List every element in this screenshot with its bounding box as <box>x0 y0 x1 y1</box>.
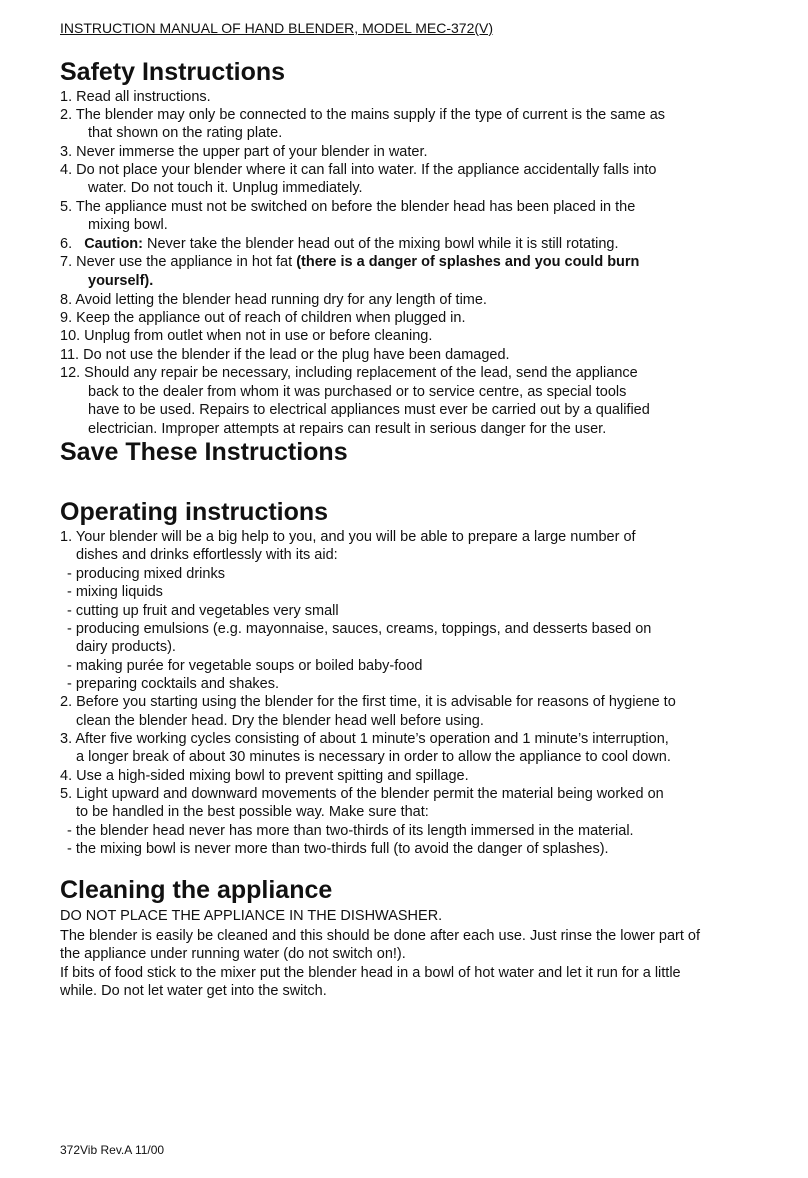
list-item-continuation: have to be used. Repairs to electrical appliances must ever be carried out by a qualified <box>88 402 650 418</box>
list-item: 1. Your blender will be a big help to you, and you will be able to prepare a large number of <box>60 529 636 545</box>
operating-heading: Operating instructions <box>60 498 329 526</box>
list-item: 2. Before you starting using the blender for the first time, it is advisable for reasons of hygiene to <box>60 694 676 710</box>
paragraph-line: while. Do not let water get into the switch. <box>60 983 327 999</box>
item-text: 7. Never use the appliance in hot fat <box>60 254 293 270</box>
list-item: 1. Read all instructions. <box>60 89 211 105</box>
list-item-continuation: water. Do not touch it. Unplug immediately. <box>88 180 363 196</box>
list-item: - making purée for vegetable soups or boiled baby-food <box>67 658 423 674</box>
document-header: INSTRUCTION MANUAL OF HAND BLENDER, MODEL MEC-372(V) <box>60 20 494 36</box>
item-number: 6. <box>60 236 73 252</box>
save-heading: Save These Instructions <box>60 438 348 466</box>
list-item: - cutting up fruit and vegetables very small <box>67 603 339 619</box>
safety-heading: Safety Instructions <box>60 58 286 86</box>
warning-text-continued: yourself). <box>88 273 154 289</box>
list-item <box>60 235 619 253</box>
paragraph-line: the appliance under running water (do not switch on!). <box>60 946 406 962</box>
list-item: 5. Light upward and downward movements of the blender permit the material being worked on <box>60 786 664 802</box>
list-item-continuation <box>88 272 153 290</box>
list-item: 12. Should any repair be necessary, including replacement of the lead, send the appliance <box>60 365 638 381</box>
list-item <box>60 253 639 271</box>
list-item: - the mixing bowl is never more than two-thirds full (to avoid the danger of splashes). <box>67 841 609 857</box>
list-item: 2. The blender may only be connected to the mains supply if the type of current is the same as <box>60 107 666 123</box>
paragraph-line: The blender is easily be cleaned and this should be done after each use. Just rinse the lower part of <box>60 928 701 944</box>
list-item: 9. Keep the appliance out of reach of children when plugged in. <box>60 310 466 326</box>
paragraph-line: If bits of food stick to the mixer put the blender head in a bowl of hot water and let it run for a little <box>60 965 681 981</box>
list-item-continuation: electrician. Improper attempts at repairs can result in serious danger for the user. <box>88 421 607 437</box>
list-item: 3. After five working cycles consisting of about 1 minute’s operation and 1 minute’s interruption, <box>60 731 669 747</box>
document-footer: 372Vib Rev.A 11/00 <box>60 1143 165 1157</box>
list-item: - the blender head never has more than two-thirds of its length immersed in the material. <box>67 823 634 839</box>
caution-text: Never take the blender head out of the mixing bowl while it is still rotating. <box>147 236 619 252</box>
paragraph-line: DO NOT PLACE THE APPLIANCE IN THE DISHWASHER. <box>60 908 443 924</box>
list-item-continuation: dairy products). <box>76 639 176 655</box>
list-item-continuation: to be handled in the best possible way. Make sure that: <box>76 804 429 820</box>
list-item: 4. Do not place your blender where it can fall into water. If the appliance accidentally falls into <box>60 162 657 178</box>
list-item: 8. Avoid letting the blender head running dry for any length of time. <box>60 292 487 308</box>
list-item-continuation: dishes and drinks effortlessly with its aid: <box>76 547 338 563</box>
list-item-continuation: back to the dealer from whom it was purchased or to service centre, as special tools <box>88 384 627 400</box>
list-item: - preparing cocktails and shakes. <box>67 676 279 692</box>
list-item-continuation: clean the blender head. Dry the blender head well before using. <box>76 713 484 729</box>
list-item: - producing mixed drinks <box>67 566 225 582</box>
list-item: 11. Do not use the blender if the lead or the plug have been damaged. <box>60 347 510 363</box>
list-item-continuation: that shown on the rating plate. <box>88 125 283 141</box>
list-item: 3. Never immerse the upper part of your blender in water. <box>60 144 428 160</box>
list-item: - producing emulsions (e.g. mayonnaise, sauces, creams, toppings, and desserts based on <box>67 621 652 637</box>
cleaning-heading: Cleaning the appliance <box>60 876 333 904</box>
list-item: 5. The appliance must not be switched on before the blender head has been placed in the <box>60 199 636 215</box>
warning-text: (there is a danger of splashes and you could burn <box>296 254 640 270</box>
list-item-continuation: a longer break of about 30 minutes is necessary in order to allow the appliance to cool down. <box>76 749 671 765</box>
list-item: 10. Unplug from outlet when not in use or before cleaning. <box>60 328 433 344</box>
list-item: - mixing liquids <box>67 584 163 600</box>
list-item-continuation: mixing bowl. <box>88 217 168 233</box>
list-item: 4. Use a high-sided mixing bowl to prevent spitting and spillage. <box>60 768 469 784</box>
caution-label: Caution: <box>84 236 143 252</box>
